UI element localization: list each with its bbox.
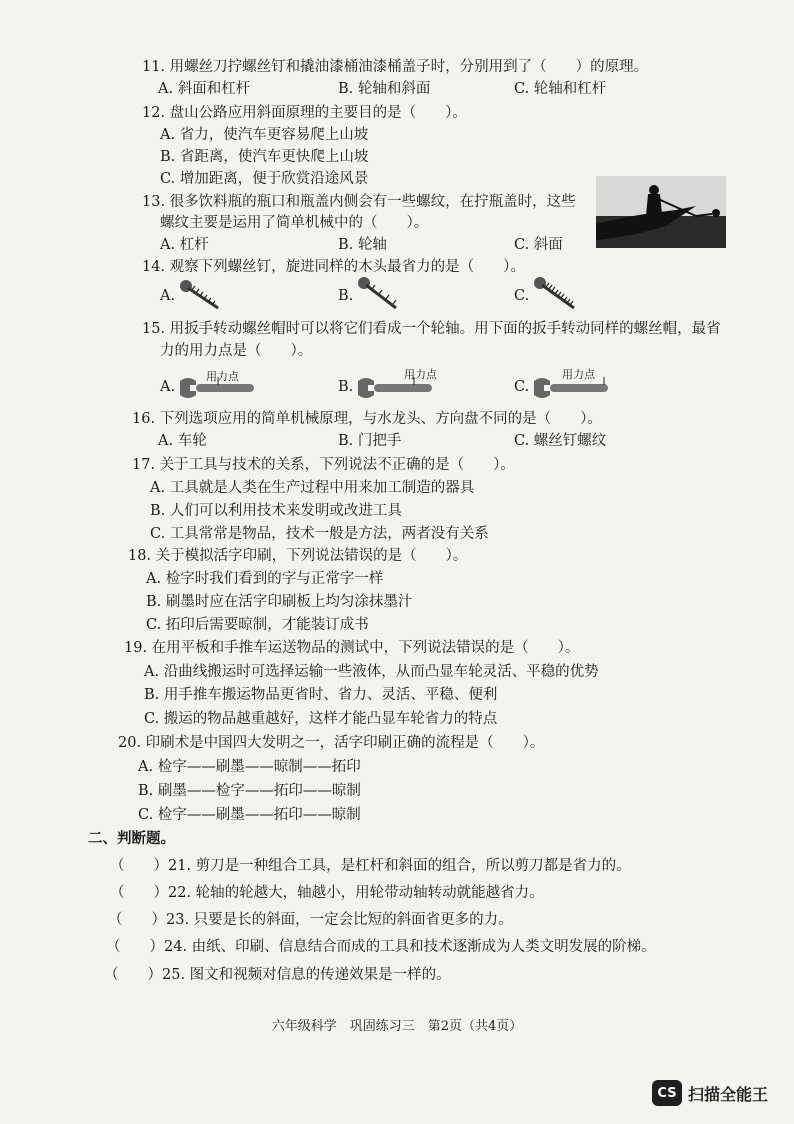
q17-option-b: B. 人们可以利用技术来发明或改进工具 (150, 503, 402, 519)
q11-stem: 11. 用螺丝刀拧螺丝钉和撬油漆桶油漆桶盖子时，分别用到了（ ）的原理。 (142, 59, 649, 75)
q12-stem: 12. 盘山公路应用斜面原理的主要目的是（ ）。 (142, 105, 467, 121)
q20-option-b: B. 刷墨——检字——拓印——晾制 (138, 783, 361, 799)
q15-option-b: B. (338, 379, 354, 395)
q14-option-b: B. (338, 288, 354, 304)
q14-option-c: C. (514, 288, 530, 304)
q13-option-b: B. 轮轴 (338, 237, 387, 253)
q11-option-a: A. 斜面和杠杆 (158, 81, 251, 97)
q15-option-a: A. (160, 379, 176, 395)
q18-option-c: C. 拓印后需要晾制，才能装订成书 (146, 617, 369, 633)
q15-stem-line2: 力的用力点是（ ）。 (160, 343, 313, 359)
wrench-b-icon (356, 375, 434, 401)
q20-stem: 20. 印刷术是中国四大发明之一，活字印刷正确的流程是（ ）。 (118, 735, 545, 751)
q13-stem-line1: 13. 很多饮料瓶的瓶口和瓶盖内侧会有一些螺纹，在拧瓶盖时，这些 (142, 194, 576, 210)
q18-stem: 18. 关于模拟活字印刷，下列说法错误的是（ ）。 (128, 548, 468, 564)
q17-option-a: A. 工具就是人类在生产过程中用来加工制造的器具 (150, 480, 475, 496)
judge-item-22: （ ）22. 轮轴的轮越大，轴越小，用轮带动轴转动就能越省力。 (110, 885, 544, 901)
judge-item-25: （ ）25. 图文和视频对信息的传递效果是一样的。 (104, 967, 451, 983)
q17-stem: 17. 关于工具与技术的关系，下列说法不正确的是（ ）。 (132, 457, 515, 473)
q13-stem-line2: 螺纹主要是运用了简单机械中的（ ）。 (160, 215, 429, 231)
scanner-watermark (652, 1080, 768, 1106)
boatman-photo (596, 176, 726, 248)
wrench-a-icon (178, 375, 256, 401)
q15-option-c: C. (514, 379, 530, 395)
q20-option-c: C. 检字——刷墨——拓印——晾制 (138, 807, 361, 823)
section2-title: 二、判断题。 (88, 830, 175, 847)
wrench-c-icon (532, 375, 610, 401)
q13-option-a: A. 杠杆 (160, 237, 209, 253)
q14-stem: 14. 观察下列螺丝钉，旋进同样的木头最省力的是（ ）。 (142, 259, 525, 275)
q12-option-b: B. 省距离，使汽车更快爬上山坡 (160, 149, 369, 165)
q18-option-b: B. 刷墨时应在活字印刷板上均匀涂抹墨汁 (146, 594, 413, 610)
q13-option-c: C. 斜面 (514, 237, 563, 253)
q16-option-a: A. 车轮 (158, 433, 207, 449)
q15-stem-line1: 15. 用扳手转动螺丝帽时可以将它们看成一个轮轴。用下面的扳手转动同样的螺丝帽，最省 (142, 321, 721, 337)
q11-option-b: B. 轮轴和斜面 (338, 81, 431, 97)
q19-stem: 19. 在用平板和手推车运送物品的测试中，下列说法错误的是（ ）。 (124, 640, 580, 656)
q14-option-a: A. (160, 288, 176, 304)
q15-b-force-label: 用力点 (404, 368, 437, 381)
screw-a-icon (178, 277, 222, 311)
judge-item-23: （ ）23. 只要是长的斜面，一定会比短的斜面省更多的力。 (108, 912, 513, 928)
q16-option-c: C. 螺丝钉螺纹 (514, 433, 607, 449)
q15-a-force-label: 用力点 (206, 370, 239, 383)
q19-option-c: C. 搬运的物品越重越好，这样才能凸显车轮省力的特点 (144, 711, 498, 727)
screw-b-icon (356, 275, 400, 311)
q15-c-force-label: 用力点 (562, 368, 595, 381)
q16-stem: 16. 下列选项应用的简单机械原理，与水龙头、方向盘不同的是（ ）。 (132, 411, 602, 427)
screw-c-icon (532, 275, 578, 311)
camscanner-logo-icon: CS (652, 1080, 682, 1106)
q16-option-b: B. 门把手 (338, 433, 402, 449)
camscanner-label: 扫描全能王 (688, 1084, 769, 1104)
page-footer: 六年级科学 巩固练习三 第2页（共4页） (271, 1019, 523, 1034)
judge-item-21: （ ）21. 剪刀是一种组合工具，是杠杆和斜面的组合，所以剪刀都是省力的。 (110, 858, 631, 874)
q19-option-a: A. 沿曲线搬运时可选择运输一些液体，从而凸显车轮灵活、平稳的优势 (144, 664, 599, 680)
judge-item-24: （ ）24. 由纸、印刷、信息结合而成的工具和技术逐渐成为人类文明发展的阶梯。 (106, 939, 656, 955)
q20-option-a: A. 检字——刷墨——晾制——拓印 (138, 759, 361, 775)
q12-option-a: A. 省力，使汽车更容易爬上山坡 (160, 127, 369, 143)
q17-option-c: C. 工具常常是物品，技术一般是方法，两者没有关系 (150, 526, 489, 542)
q19-option-b: B. 用手推车搬运物品更省时、省力、灵活、平稳、便利 (144, 687, 498, 703)
q18-option-a: A. 检字时我们看到的字与正常字一样 (146, 571, 384, 587)
q12-option-c: C. 增加距离，便于欣赏沿途风景 (160, 171, 369, 187)
q11-option-c: C. 轮轴和杠杆 (514, 81, 607, 97)
